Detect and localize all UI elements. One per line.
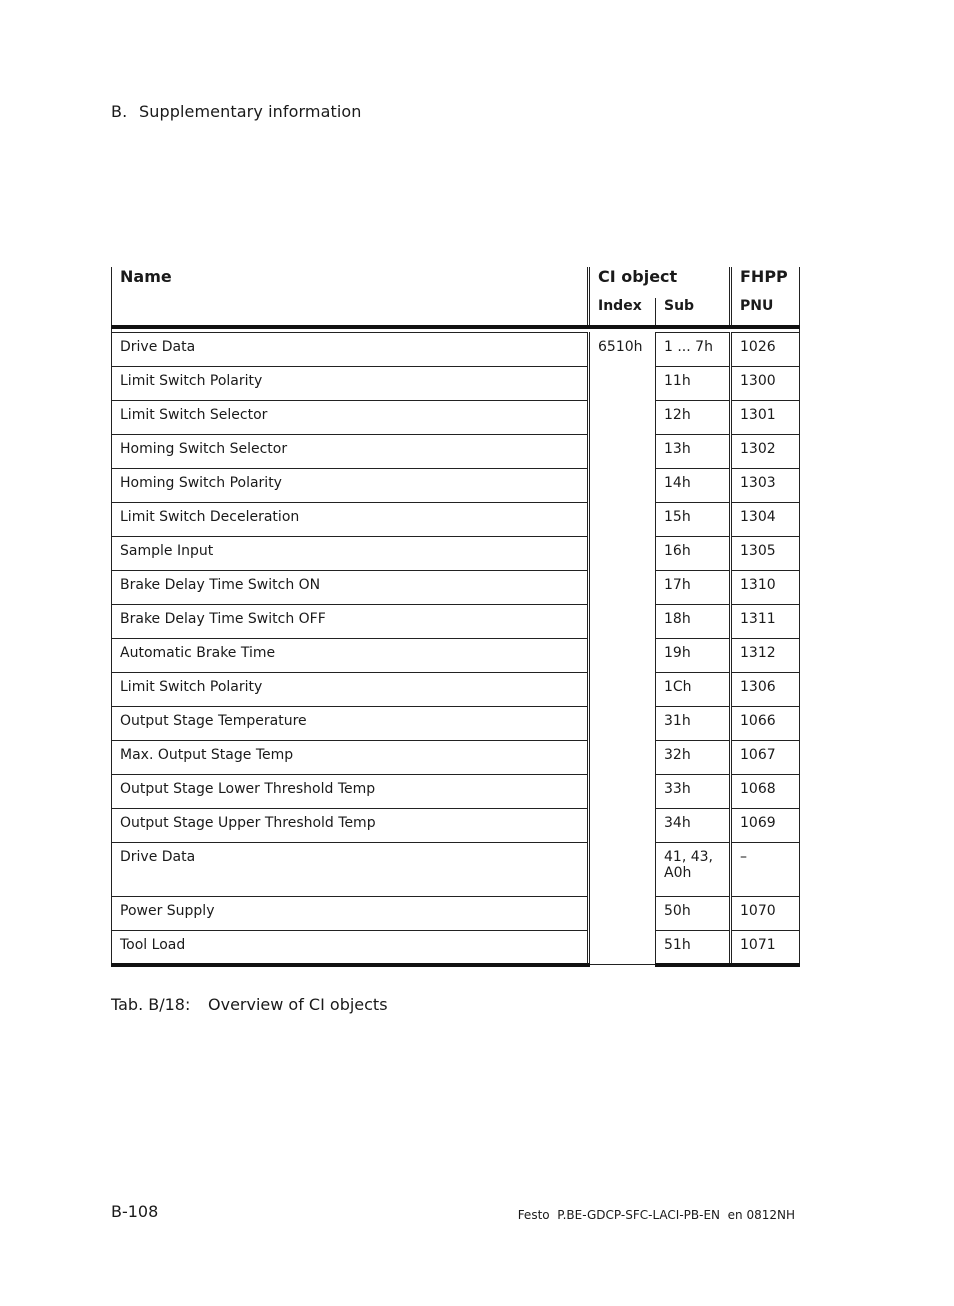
index-cell: 6510h bbox=[589, 333, 656, 965]
page-number: B-108 bbox=[111, 1202, 159, 1221]
table-row bbox=[112, 775, 800, 809]
table-row bbox=[112, 707, 800, 741]
table-row bbox=[112, 741, 800, 775]
document-reference: Festo P.BE-GDCP-SFC-LACI-PB-EN en 0812NH bbox=[517, 1208, 795, 1222]
row-pnu: 1312 bbox=[731, 639, 800, 673]
ci-objects-table bbox=[111, 267, 800, 967]
row-pnu: 1069 bbox=[731, 809, 800, 843]
header-fhpp: FHPP bbox=[731, 267, 800, 298]
row-name: Output Stage Upper Threshold Temp bbox=[112, 809, 589, 843]
table-header-row bbox=[112, 267, 800, 298]
table-row bbox=[112, 809, 800, 843]
table-row bbox=[112, 333, 800, 367]
row-sub-line: A0h bbox=[664, 865, 692, 881]
row-name: Homing Switch Polarity bbox=[112, 469, 589, 503]
row-sub: 33h bbox=[656, 775, 731, 809]
header-index: Index bbox=[589, 298, 656, 327]
header-name: Name bbox=[112, 267, 589, 327]
section-header bbox=[111, 102, 362, 121]
table-row bbox=[112, 503, 800, 537]
row-pnu: 1310 bbox=[731, 571, 800, 605]
row-name: Limit Switch Deceleration bbox=[112, 503, 589, 537]
table-row bbox=[112, 367, 800, 401]
row-sub: 12h bbox=[656, 401, 731, 435]
row-sub: 17h bbox=[656, 571, 731, 605]
row-sub-line: 41, 43, bbox=[664, 849, 713, 865]
row-sub: 34h bbox=[656, 809, 731, 843]
row-pnu: – bbox=[731, 843, 800, 897]
header-sub: Sub bbox=[656, 298, 731, 327]
row-name: Automatic Brake Time bbox=[112, 639, 589, 673]
table-row bbox=[112, 605, 800, 639]
row-name: Power Supply bbox=[112, 897, 589, 931]
table-row bbox=[112, 571, 800, 605]
row-sub: 32h bbox=[656, 741, 731, 775]
header-pnu: PNU bbox=[731, 298, 800, 327]
table-row bbox=[112, 639, 800, 673]
row-name: Limit Switch Selector bbox=[112, 401, 589, 435]
row-sub: 31h bbox=[656, 707, 731, 741]
row-name: Max. Output Stage Temp bbox=[112, 741, 589, 775]
row-pnu: 1300 bbox=[731, 367, 800, 401]
row-sub: 14h bbox=[656, 469, 731, 503]
row-pnu: 1071 bbox=[731, 931, 800, 965]
row-name: Drive Data bbox=[112, 843, 589, 897]
row-sub: 50h bbox=[656, 897, 731, 931]
row-name: Tool Load bbox=[112, 931, 589, 965]
row-sub: 1 ... 7h bbox=[656, 333, 731, 367]
row-pnu: 1303 bbox=[731, 469, 800, 503]
row-name: Homing Switch Selector bbox=[112, 435, 589, 469]
header-ci-object: CI object bbox=[589, 267, 731, 298]
row-pnu: 1301 bbox=[731, 401, 800, 435]
row-sub: 13h bbox=[656, 435, 731, 469]
row-pnu: 1304 bbox=[731, 503, 800, 537]
table-row bbox=[112, 931, 800, 965]
table-row bbox=[112, 897, 800, 931]
caption-label: Tab. B/18: bbox=[111, 995, 191, 1014]
caption-text: Overview of CI objects bbox=[208, 995, 388, 1014]
row-pnu: 1311 bbox=[731, 605, 800, 639]
table-row bbox=[112, 537, 800, 571]
row-pnu: 1070 bbox=[731, 897, 800, 931]
row-name: Sample Input bbox=[112, 537, 589, 571]
row-name: Brake Delay Time Switch OFF bbox=[112, 605, 589, 639]
row-sub: 1Ch bbox=[656, 673, 731, 707]
row-sub bbox=[656, 843, 731, 897]
table-row bbox=[112, 435, 800, 469]
section-number: B. bbox=[111, 102, 128, 121]
table-caption bbox=[111, 995, 388, 1014]
row-sub: 15h bbox=[656, 503, 731, 537]
table-row bbox=[112, 401, 800, 435]
row-name: Limit Switch Polarity bbox=[112, 367, 589, 401]
row-name: Brake Delay Time Switch ON bbox=[112, 571, 589, 605]
row-sub: 18h bbox=[656, 605, 731, 639]
row-name: Limit Switch Polarity bbox=[112, 673, 589, 707]
table-row bbox=[112, 673, 800, 707]
row-name: Drive Data bbox=[112, 333, 589, 367]
row-pnu: 1066 bbox=[731, 707, 800, 741]
row-sub: 11h bbox=[656, 367, 731, 401]
row-sub: 16h bbox=[656, 537, 731, 571]
row-pnu: 1026 bbox=[731, 333, 800, 367]
table-row bbox=[112, 843, 800, 897]
row-name: Output Stage Lower Threshold Temp bbox=[112, 775, 589, 809]
row-name: Output Stage Temperature bbox=[112, 707, 589, 741]
row-pnu: 1067 bbox=[731, 741, 800, 775]
row-pnu: 1306 bbox=[731, 673, 800, 707]
table-row bbox=[112, 469, 800, 503]
row-sub: 51h bbox=[656, 931, 731, 965]
row-pnu: 1305 bbox=[731, 537, 800, 571]
row-sub: 19h bbox=[656, 639, 731, 673]
row-pnu: 1302 bbox=[731, 435, 800, 469]
row-pnu: 1068 bbox=[731, 775, 800, 809]
section-title: Supplementary information bbox=[139, 102, 362, 121]
